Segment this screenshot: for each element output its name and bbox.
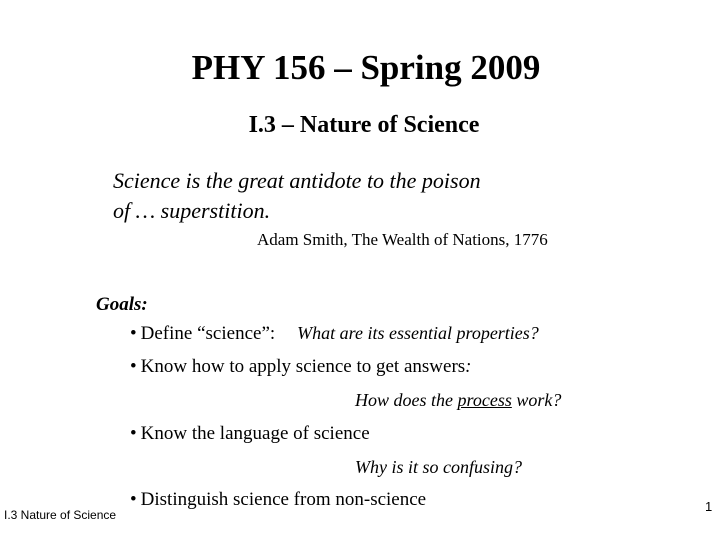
- goals-heading: Goals:: [96, 294, 148, 315]
- bullet-icon: •: [130, 423, 137, 444]
- slide-title: PHY 156 – Spring 2009: [191, 48, 541, 87]
- goal-question-confusing: Why is it so confusing?: [355, 457, 522, 477]
- goal-item-distinguish: [130, 490, 426, 509]
- goal-question: What are its essential properties?: [297, 323, 539, 343]
- quote-line-2: of … superstition.: [113, 198, 271, 223]
- bullet-icon: •: [130, 489, 137, 510]
- goal-text: Know the language of science: [140, 423, 370, 444]
- page-number: 1: [705, 499, 713, 514]
- quote-line-1: Science is the great antidote to the poison: [113, 168, 481, 193]
- quote: [113, 166, 481, 226]
- question-underlined-word: process: [457, 390, 512, 410]
- goal-text: Define “science”:: [140, 323, 276, 344]
- goal-text-suffix: :: [465, 356, 472, 377]
- slide-footer: I.3 Nature of Science: [4, 509, 117, 521]
- goal-item-apply-science: [130, 357, 472, 376]
- question-before: How does the: [355, 390, 453, 410]
- goal-text: Know how to apply science to get answers: [140, 356, 466, 377]
- goal-question-process: [355, 391, 561, 409]
- quote-attribution: Adam Smith, The Wealth of Nations, 1776: [257, 230, 548, 249]
- question-after: work?: [516, 390, 562, 410]
- bullet-icon: •: [130, 323, 137, 344]
- goal-item-language: [130, 424, 370, 443]
- bullet-icon: •: [130, 356, 137, 377]
- goal-item-define-science: [130, 324, 539, 343]
- goal-text: Distinguish science from non-science: [140, 489, 427, 510]
- slide-subtitle: I.3 – Nature of Science: [248, 112, 480, 138]
